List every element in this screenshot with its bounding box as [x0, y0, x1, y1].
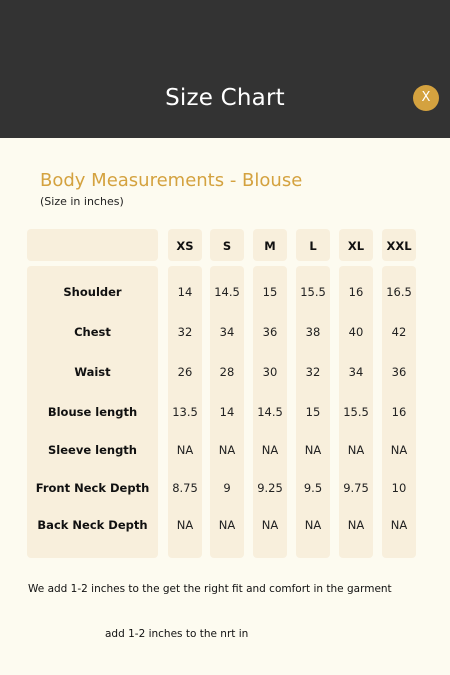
table-cell: 16	[348, 285, 364, 299]
table-cell: NA	[347, 518, 365, 532]
table-cell: 15.5	[343, 405, 369, 419]
row-label: Shoulder	[63, 285, 122, 299]
table-cell: 14.5	[257, 405, 283, 419]
table-cell: 34	[219, 325, 235, 339]
table-cell: 28	[219, 365, 235, 379]
table-cell: 15	[262, 285, 278, 299]
size-header: XL	[347, 239, 365, 253]
table-cell: 14.5	[214, 285, 240, 299]
fit-note: We add 1-2 inches to the get the right fit and comfort in the garment	[28, 583, 392, 595]
table-cell: 9.75	[343, 481, 369, 495]
row-label: Sleeve length	[48, 443, 137, 457]
size-header: S	[222, 239, 232, 253]
table-cell: NA	[218, 518, 236, 532]
modal-title: Size Chart	[165, 85, 285, 111]
table-cell: 15	[305, 405, 321, 419]
table-cell: 16.5	[386, 285, 412, 299]
table-cell: 32	[305, 365, 321, 379]
table-cell: NA	[304, 518, 322, 532]
table-cell: NA	[176, 518, 194, 532]
section-title: Body Measurements - Blouse	[40, 170, 303, 191]
table-cell: NA	[390, 518, 408, 532]
table-cell: 13.5	[172, 405, 198, 419]
table-cell: 38	[305, 325, 321, 339]
modal-header	[0, 0, 450, 138]
size-header: M	[264, 239, 276, 253]
row-label: Back Neck Depth	[37, 518, 148, 532]
fit-note-secondary: add 1-2 inches to the nrt in	[105, 628, 249, 640]
size-header: XXL	[386, 239, 412, 253]
table-cell: 14	[177, 285, 193, 299]
table-cell: 34	[348, 365, 364, 379]
table-cell: 16	[391, 405, 407, 419]
size-chart-content	[0, 138, 450, 675]
row-label: Chest	[74, 325, 111, 339]
table-cell: NA	[347, 443, 365, 457]
table-cell: 10	[391, 481, 407, 495]
table-cell: 9.25	[257, 481, 283, 495]
table-cell: 42	[391, 325, 407, 339]
row-label: Waist	[74, 365, 111, 379]
size-header: L	[309, 239, 317, 253]
table-cell: 32	[177, 325, 193, 339]
section-subtitle: (Size in inches)	[40, 195, 124, 208]
table-cell: 8.75	[172, 481, 198, 495]
row-label: Blouse length	[47, 405, 138, 419]
table-cell: NA	[261, 443, 279, 457]
table-cell: NA	[390, 443, 408, 457]
table-cell: 15.5	[300, 285, 326, 299]
table-cell: 30	[262, 365, 278, 379]
close-button[interactable]: X	[413, 85, 439, 111]
table-cell: NA	[261, 518, 279, 532]
size-header: XS	[176, 239, 194, 253]
table-cell: 9	[223, 481, 231, 495]
header-label-cell	[27, 229, 158, 261]
table-cell: NA	[176, 443, 194, 457]
table-cell: 14	[219, 405, 235, 419]
table-cell: NA	[304, 443, 322, 457]
table-cell: NA	[218, 443, 236, 457]
table-cell: 9.5	[303, 481, 323, 495]
table-cell: 36	[262, 325, 278, 339]
table-cell: 26	[177, 365, 193, 379]
table-cell: 36	[391, 365, 407, 379]
table-cell: 40	[348, 325, 364, 339]
row-label: Front Neck Depth	[35, 481, 150, 495]
